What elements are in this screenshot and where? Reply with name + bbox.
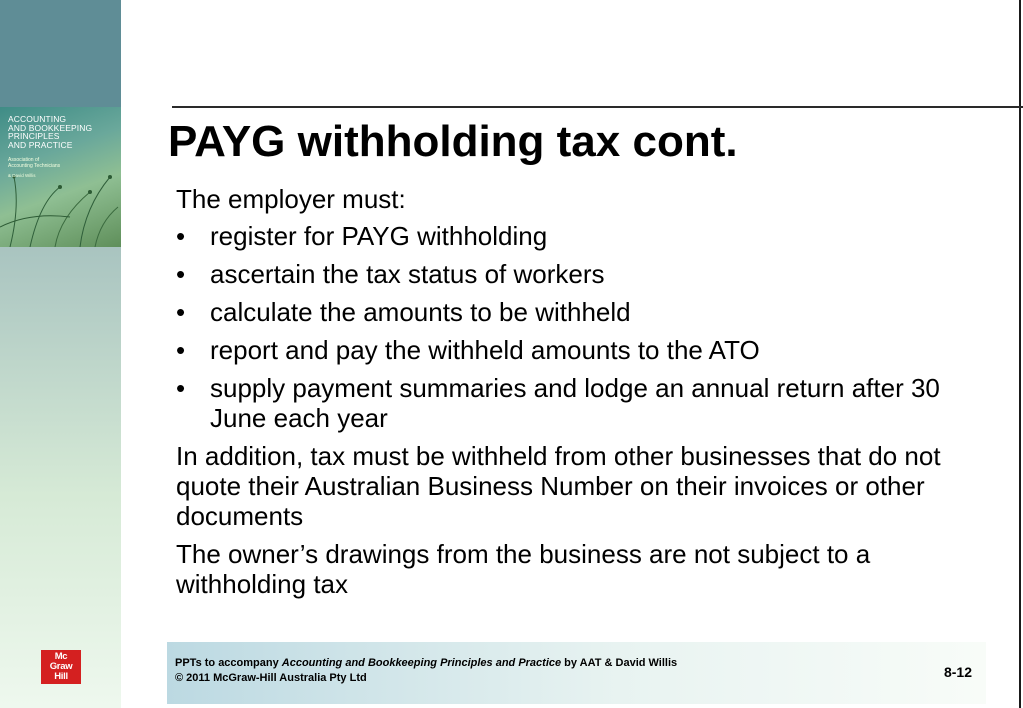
bullet-item: • register for PAYG withholding bbox=[176, 221, 548, 251]
bullet-item: • supply payment summaries and lodge an annual return after 30 June each year bbox=[176, 373, 940, 433]
bullet-item: • calculate the amounts to be withheld bbox=[176, 297, 631, 327]
slide-body bbox=[176, 184, 996, 599]
page-number: 8-12 bbox=[943, 664, 972, 680]
cover-publisher: Association of Accounting Technicians bbox=[8, 157, 61, 169]
bullet-glyph: • bbox=[176, 221, 186, 251]
footer-credit: PPTs to accompany Accounting and Bookkeeping Principles and Practice by AAT & David Willis © 2011 McGraw-Hill Australia Pty Ltd bbox=[175, 657, 678, 684]
bullet-list bbox=[176, 221, 996, 433]
footer-band bbox=[167, 642, 986, 704]
bullet-item: • ascertain the tax status of workers bbox=[176, 259, 605, 289]
paragraph-owner-drawings: The owner’s drawings from the business are not subject to a withholding tax bbox=[176, 539, 871, 599]
cover-authors: & David Willis bbox=[8, 173, 36, 178]
sidebar-top-block bbox=[0, 0, 121, 107]
footer-copyright: © 2011 McGraw-Hill Australia Pty Ltd bbox=[175, 672, 367, 684]
bullet-glyph: • bbox=[176, 297, 186, 327]
bullet-glyph: • bbox=[176, 259, 186, 289]
cover-title: ACCOUNTING AND BOOKKEEPING PRINCIPLES AND PRACTICE bbox=[8, 114, 93, 150]
book-cover-image bbox=[0, 107, 121, 247]
bullet-item: • report and pay the withheld amounts to the ATO bbox=[176, 335, 760, 365]
mcgraw-hill-logo: Mc Graw Hill bbox=[41, 650, 81, 684]
bullet-glyph: • bbox=[176, 335, 186, 365]
slide-title: PAYG withholding tax cont. bbox=[168, 117, 738, 166]
paragraph-withholding-abn: In addition, tax must be withheld from other businesses that do not quote their Australian Business Number on their invoices or other documents bbox=[176, 441, 941, 531]
intro-text: The employer must: bbox=[176, 184, 406, 214]
title-rule bbox=[172, 106, 1023, 108]
bullet-glyph: • bbox=[176, 373, 186, 403]
